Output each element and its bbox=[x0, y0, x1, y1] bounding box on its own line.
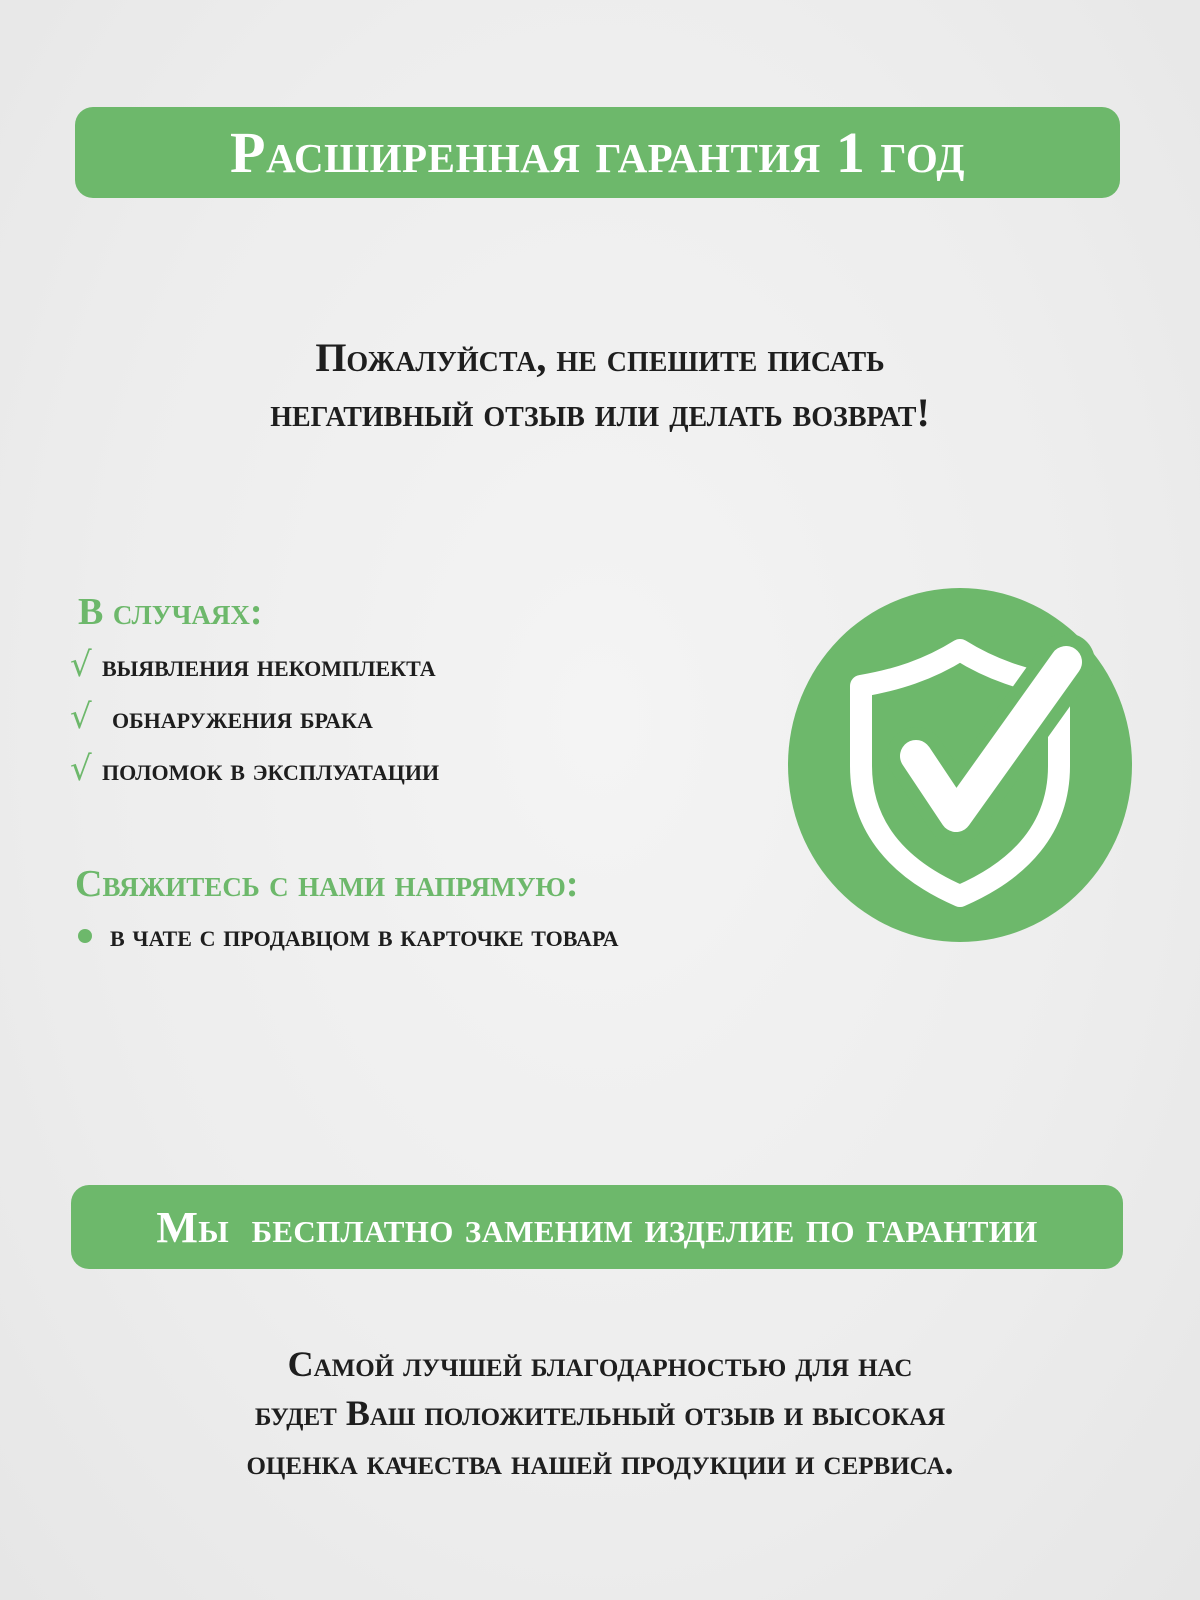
case-text: поломок в эксплуатации bbox=[102, 752, 440, 787]
warranty-title: Расширенная гарантия 1 год bbox=[230, 120, 965, 185]
list-item bbox=[70, 645, 439, 697]
notice-text bbox=[100, 330, 1100, 440]
notice-line-2: негативный отзыв или делать возврат! bbox=[270, 390, 930, 435]
thanks-line-3: оценка качества нашей продукции и сервиса. bbox=[246, 1442, 954, 1482]
cases-title: В случаях: bbox=[78, 591, 263, 633]
contact-text: в чате с продавцом в карточке товара bbox=[110, 918, 619, 953]
warranty-banner bbox=[75, 107, 1120, 198]
check-mark-icon: √ bbox=[70, 645, 92, 685]
thanks-line-2: будет Ваш положительный отзыв и высокая bbox=[254, 1393, 946, 1433]
shield-check-graphic bbox=[788, 588, 1132, 942]
bullet-icon bbox=[78, 929, 92, 943]
check-mark-icon: √ bbox=[70, 749, 92, 789]
thanks-text bbox=[100, 1340, 1100, 1487]
thanks-line-1: Самой лучшей благодарностью для нас bbox=[287, 1344, 913, 1384]
case-list bbox=[70, 645, 439, 801]
contact-title: Свяжитесь с нами напрямую: bbox=[75, 863, 579, 905]
replacement-text: Мы бесплатно заменим изделие по гарантии bbox=[156, 1202, 1038, 1252]
shield-check-icon bbox=[788, 588, 1132, 942]
list-item bbox=[70, 697, 439, 749]
contact-item bbox=[78, 918, 618, 954]
notice-line-1: Пожалуйста, не спешите писать bbox=[315, 335, 885, 380]
case-text: обнаружения брака bbox=[112, 700, 373, 735]
replacement-banner bbox=[71, 1185, 1123, 1269]
case-text: выявления некомплекта bbox=[102, 648, 436, 683]
list-item bbox=[70, 749, 439, 801]
check-mark-icon: √ bbox=[70, 697, 92, 737]
